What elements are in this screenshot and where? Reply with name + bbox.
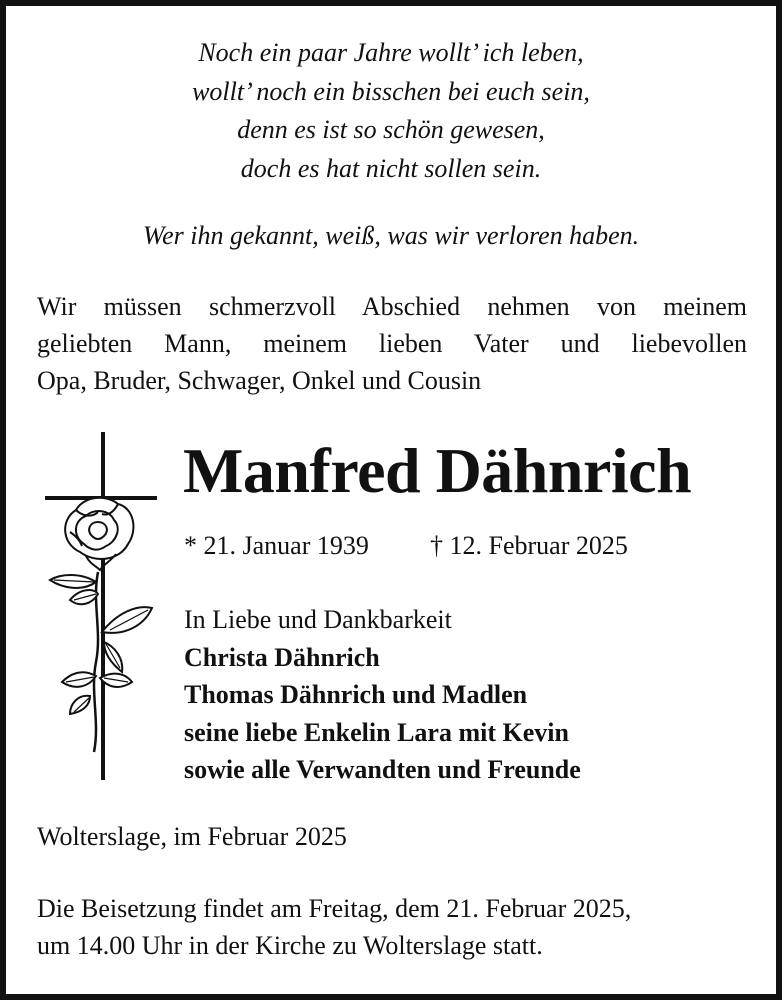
mourner-name: sowie alle Verwandten und Freunde: [184, 755, 581, 784]
birth-date: * 21. Januar 1939: [184, 531, 369, 560]
deceased-name: Manfred Dähnrich: [183, 435, 692, 506]
intro-line: geliebten Mann, meinem lieben Vater und liebevollen: [37, 329, 747, 358]
intro-text: [37, 288, 747, 399]
intro-line: Wir müssen schmerzvoll Abschied nehmen von meinem: [37, 292, 747, 321]
burial-info: [37, 890, 753, 964]
mourners: [184, 601, 581, 789]
burial-line: Die Beisetzung findet am Freitag, dem 21. Februar 2025,: [37, 894, 632, 923]
poem-line: doch es hat nicht sollen sein.: [240, 153, 542, 183]
memorial-quote: Wer ihn gekannt, weiß, was wir verloren haben.: [142, 221, 640, 250]
poem-line: Noch ein paar Jahre wollt’ ich leben,: [198, 38, 584, 67]
intro-line: Opa, Bruder, Schwager, Onkel und Cousin: [37, 366, 482, 395]
cross-with-rose-icon: [40, 432, 164, 782]
poem-line: denn es ist so schön gewesen,: [237, 115, 545, 144]
mourner-name: Thomas Dähnrich und Madlen: [184, 680, 528, 709]
mourner-name: seine liebe Enkelin Lara mit Kevin: [184, 717, 569, 747]
mourner-name: Christa Dähnrich: [184, 642, 380, 672]
place-and-date: Wolterslage, im Februar 2025: [37, 822, 347, 851]
poem: [6, 34, 776, 188]
burial-line: um 14.00 Uhr in der Kirche zu Wolterslage statt.: [37, 931, 543, 960]
poem-line: wollt’ noch ein bisschen bei euch sein,: [192, 76, 590, 106]
life-dates: [184, 531, 628, 561]
death-date: † 12. Februar 2025: [430, 531, 628, 560]
mourners-intro: In Liebe und Dankbarkeit: [184, 605, 452, 634]
